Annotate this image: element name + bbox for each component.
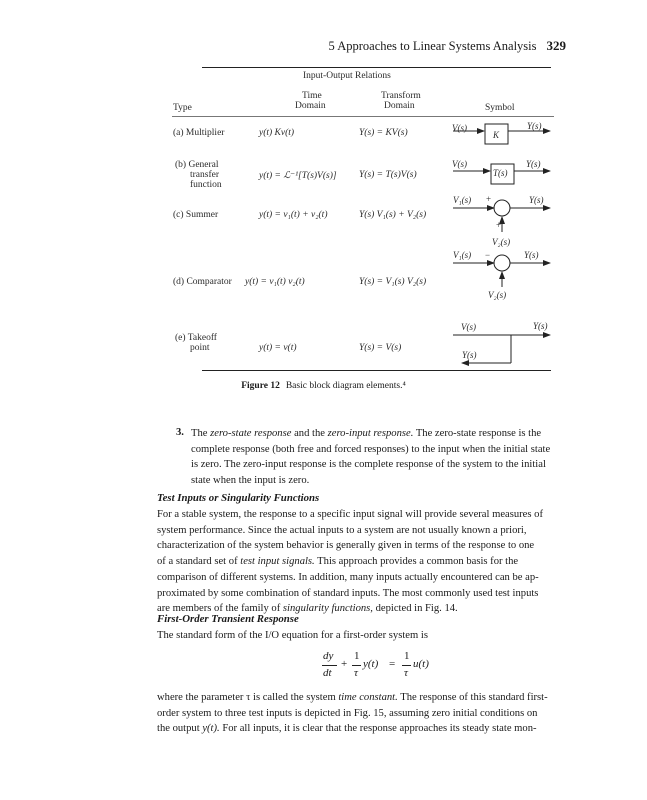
row-b-time: y(t) = ℒ⁻¹[T(s)V(s)] bbox=[259, 171, 337, 181]
row-d-transform: Y(s) = V₁(s) V₂(s) bbox=[359, 277, 427, 287]
eq-plus: + bbox=[341, 658, 348, 670]
paragraph-time-constant bbox=[157, 690, 590, 737]
para3-line-3: the output y(t). For all inputs, it is clear that the response approaches its steady state mon- bbox=[157, 723, 537, 735]
eq-equals: = bbox=[389, 658, 396, 670]
paragraph-first-order: The standard form of the I/O equation for a first-order system is bbox=[157, 630, 428, 641]
item-3-line-1: The zero-state response and the zero-input response. The zero-state response is the bbox=[191, 428, 542, 439]
col-transform-2: Domain bbox=[384, 101, 415, 111]
item-3-text bbox=[191, 426, 589, 489]
row-a-time: y(t) Kv(t) bbox=[259, 128, 295, 138]
sym-b-block-label: T(s) bbox=[493, 168, 508, 178]
para1-line-3: characterization of the system behavior is generally given in terms of the response to one bbox=[157, 540, 535, 552]
figure-caption bbox=[0, 381, 647, 391]
para1-line-7: are members of the family of singularity functions, depicted in Fig. 14. bbox=[157, 603, 458, 615]
col-time-2: Domain bbox=[295, 101, 326, 111]
eq-ut: u(t) bbox=[413, 658, 429, 670]
sym-c-plus-label: + bbox=[486, 194, 492, 204]
row-c-transform: Y(s) V₁(s) + V₂(s) bbox=[359, 210, 427, 220]
eq-frac-bar-3 bbox=[402, 665, 411, 666]
sym-c-in1-label: V₁(s) bbox=[453, 195, 472, 205]
eq-tau-2: τ bbox=[404, 667, 408, 679]
sym-b-in-label: V(s) bbox=[452, 159, 467, 169]
sym-e-branch-label: Y(s) bbox=[462, 350, 477, 360]
row-b-type-3: function bbox=[190, 180, 222, 190]
figure-caption-label: Figure 12 bbox=[241, 381, 280, 391]
row-e-transform: Y(s) = V(s) bbox=[359, 343, 402, 353]
para3-line-1: where the parameter τ is called the system time constant. The response of this standard first- bbox=[157, 692, 548, 703]
sym-c-plus2-label: + bbox=[496, 220, 502, 230]
sym-a-in-label: V(s) bbox=[452, 123, 467, 133]
row-b-type-1: (b) General bbox=[175, 160, 219, 170]
sym-e-in-label: V(s) bbox=[461, 322, 476, 332]
para1-line-1: For a stable system, the response to a specific input signal will provide several measures of bbox=[157, 509, 543, 520]
sym-d-in1-label: V₁(s) bbox=[453, 250, 472, 260]
row-e-time: y(t) = v(t) bbox=[259, 343, 297, 353]
item-3-line-2: complete response (both free and forced responses) to the input when the initial state bbox=[191, 443, 551, 455]
sym-d-minus-label: − bbox=[485, 250, 491, 260]
row-d-type: (d) Comparator bbox=[173, 277, 232, 287]
col-type: Type bbox=[173, 103, 192, 113]
col-symbol: Symbol bbox=[485, 103, 515, 113]
row-e-type-1: (e) Takeoff bbox=[175, 333, 217, 343]
page-number: 329 bbox=[546, 38, 566, 53]
eq-tau-1: τ bbox=[354, 667, 358, 679]
para1-line-5: comparison of different systems. In addition, many inputs actually encountered can be ap- bbox=[157, 571, 539, 583]
para1-line-4: of a standard set of test input signals. This approach provides a common basis for the bbox=[157, 556, 519, 568]
section-heading-test-inputs: Test Inputs or Singularity Functions bbox=[157, 492, 320, 504]
row-b-transform: Y(s) = T(s)V(s) bbox=[359, 170, 417, 180]
paragraph-test-inputs bbox=[157, 507, 590, 617]
item-3-line-4: state when the input is zero. bbox=[191, 475, 310, 487]
eq-frac-bar-1 bbox=[322, 665, 337, 666]
sym-c-summer-circle bbox=[494, 200, 510, 216]
col-transform-1: Transform bbox=[381, 91, 421, 101]
figure-caption-text: Basic block diagram elements.⁴ bbox=[285, 381, 406, 391]
figure-table-title: Input-Output Relations bbox=[303, 71, 391, 81]
eq-one-2: 1 bbox=[404, 650, 410, 662]
para3-line-2: order system to three test inputs is depicted in Fig. 15, assuming zero initial conditions on bbox=[157, 707, 538, 719]
sym-d-comparator-circle bbox=[494, 255, 510, 271]
row-c-time: y(t) = v₁(t) + v₂(t) bbox=[259, 210, 328, 220]
eq-dt: dt bbox=[323, 667, 332, 679]
eq-frac-bar-2 bbox=[352, 665, 361, 666]
sym-d-out-label: Y(s) bbox=[524, 250, 539, 260]
row-b-type-2: transfer bbox=[190, 170, 220, 180]
col-time-1: Time bbox=[302, 91, 322, 101]
sym-c-in2-label: V₂(s) bbox=[492, 237, 511, 247]
row-e-type-2: point bbox=[190, 343, 210, 353]
row-a-transform: Y(s) = KV(s) bbox=[359, 128, 408, 138]
eq-dy: dy bbox=[323, 650, 334, 662]
row-d-time: y(t) = v₁(t) v₂(t) bbox=[245, 277, 305, 287]
sym-a-block-label: K bbox=[493, 130, 500, 140]
sym-c-out-label: Y(s) bbox=[529, 195, 544, 205]
row-a-type: (a) Multiplier bbox=[173, 128, 225, 138]
item-3-number: 3. bbox=[176, 427, 184, 438]
eq-yt: y(t) bbox=[363, 658, 379, 670]
row-c-type: (c) Summer bbox=[173, 210, 219, 220]
sym-d-in2-label: V₂(s) bbox=[488, 290, 507, 300]
section-heading-first-order: First-Order Transient Response bbox=[157, 613, 299, 625]
sym-e-out-label: Y(s) bbox=[533, 321, 548, 331]
para1-line-2: system performance. Since the actual inputs to a system are not usually known a priori, bbox=[157, 524, 527, 536]
sym-b-out-label: Y(s) bbox=[526, 159, 541, 169]
sym-a-out-label: Y(s) bbox=[527, 121, 542, 131]
chapter-title: 5 Approaches to Linear Systems Analysis bbox=[328, 39, 537, 53]
eq-one-1: 1 bbox=[354, 650, 360, 662]
para1-line-6: proximated by some combination of standard inputs. The most commonly used test inputs bbox=[157, 587, 539, 599]
item-3-line-3: is zero. The zero-input response is the complete response of the system to the initial bbox=[191, 459, 546, 471]
